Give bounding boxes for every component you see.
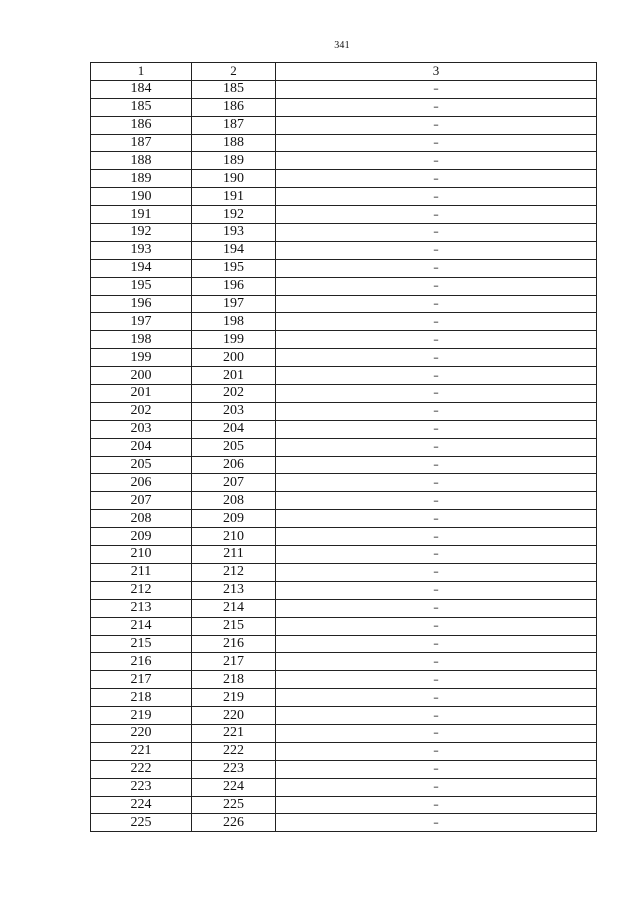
cell-col-1: 217 [91, 671, 192, 689]
table-row [91, 170, 597, 188]
cell-col-3: – [276, 116, 597, 134]
cell-col-1: 209 [91, 528, 192, 546]
cell-col-2: 198 [192, 313, 276, 331]
cell-col-2: 214 [192, 599, 276, 617]
table-row [91, 778, 597, 796]
cell-col-2: 185 [192, 80, 276, 98]
cell-col-3: – [276, 277, 597, 295]
table-row [91, 456, 597, 474]
table-body [91, 80, 597, 831]
cell-col-2: 211 [192, 546, 276, 564]
cell-col-1: 201 [91, 385, 192, 403]
table-row [91, 277, 597, 295]
cell-col-3: – [276, 510, 597, 528]
cell-col-2: 225 [192, 796, 276, 814]
table-row [91, 152, 597, 170]
table-row [91, 80, 597, 98]
cell-col-1: 207 [91, 492, 192, 510]
cell-col-2: 196 [192, 277, 276, 295]
cell-col-1: 205 [91, 456, 192, 474]
table-row [91, 331, 597, 349]
cell-col-3: – [276, 742, 597, 760]
cell-col-3: – [276, 707, 597, 725]
cell-col-2: 220 [192, 707, 276, 725]
cell-col-3: – [276, 331, 597, 349]
table-row [91, 349, 597, 367]
cell-col-3: – [276, 80, 597, 98]
cell-col-3: – [276, 671, 597, 689]
cell-col-1: 224 [91, 796, 192, 814]
cell-col-3: – [276, 796, 597, 814]
cell-col-3: – [276, 599, 597, 617]
cell-col-2: 201 [192, 367, 276, 385]
cell-col-1: 185 [91, 98, 192, 116]
cell-col-2: 215 [192, 617, 276, 635]
cell-col-3: – [276, 653, 597, 671]
cell-col-1: 195 [91, 277, 192, 295]
table-row [91, 438, 597, 456]
table-row [91, 295, 597, 313]
cell-col-3: – [276, 635, 597, 653]
cell-col-1: 203 [91, 420, 192, 438]
table-row [91, 313, 597, 331]
cell-col-1: 221 [91, 742, 192, 760]
cell-col-1: 192 [91, 224, 192, 242]
cell-col-2: 216 [192, 635, 276, 653]
cell-col-3: – [276, 241, 597, 259]
table-header [91, 63, 597, 81]
table-row [91, 206, 597, 224]
cell-col-1: 216 [91, 653, 192, 671]
table-row [91, 259, 597, 277]
table-row [91, 796, 597, 814]
cell-col-1: 200 [91, 367, 192, 385]
cell-col-3: – [276, 295, 597, 313]
cell-col-1: 212 [91, 581, 192, 599]
cell-col-2: 205 [192, 438, 276, 456]
page-number: 341 [334, 40, 350, 51]
table-row [91, 581, 597, 599]
cell-col-3: – [276, 563, 597, 581]
cell-col-1: 208 [91, 510, 192, 528]
cell-col-2: 200 [192, 349, 276, 367]
cell-col-2: 203 [192, 402, 276, 420]
table-row [91, 367, 597, 385]
cell-col-3: – [276, 546, 597, 564]
cell-col-1: 218 [91, 689, 192, 707]
table-row [91, 671, 597, 689]
cell-col-3: – [276, 313, 597, 331]
table-row [91, 241, 597, 259]
cell-col-3: – [276, 134, 597, 152]
table-row [91, 528, 597, 546]
table-row [91, 474, 597, 492]
cell-col-3: – [276, 814, 597, 832]
cell-col-1: 211 [91, 563, 192, 581]
table-row [91, 98, 597, 116]
cell-col-2: 207 [192, 474, 276, 492]
cell-col-3: – [276, 760, 597, 778]
cell-col-1: 186 [91, 116, 192, 134]
cell-col-3: – [276, 206, 597, 224]
table-row [91, 116, 597, 134]
table-row [91, 563, 597, 581]
cell-col-2: 188 [192, 134, 276, 152]
cell-col-1: 194 [91, 259, 192, 277]
cell-col-3: – [276, 98, 597, 116]
cell-col-1: 199 [91, 349, 192, 367]
table-row [91, 599, 597, 617]
cell-col-1: 220 [91, 724, 192, 742]
cell-col-1: 215 [91, 635, 192, 653]
cell-col-2: 222 [192, 742, 276, 760]
cell-col-2: 195 [192, 259, 276, 277]
table-row [91, 492, 597, 510]
cell-col-2: 192 [192, 206, 276, 224]
table-row [91, 617, 597, 635]
table-row [91, 742, 597, 760]
cell-col-2: 208 [192, 492, 276, 510]
cell-col-3: – [276, 188, 597, 206]
cell-col-1: 196 [91, 295, 192, 313]
cell-col-3: – [276, 724, 597, 742]
table-row [91, 546, 597, 564]
cell-col-2: 224 [192, 778, 276, 796]
cell-col-3: – [276, 438, 597, 456]
table-row [91, 420, 597, 438]
cell-col-3: – [276, 224, 597, 242]
column-header-3: 3 [276, 63, 597, 81]
column-header-1: 1 [91, 63, 192, 81]
table-row [91, 224, 597, 242]
cell-col-3: – [276, 367, 597, 385]
cell-col-1: 191 [91, 206, 192, 224]
cell-col-3: – [276, 349, 597, 367]
column-header-2: 2 [192, 63, 276, 81]
data-table [90, 62, 597, 832]
table-row [91, 385, 597, 403]
cell-col-3: – [276, 492, 597, 510]
cell-col-2: 191 [192, 188, 276, 206]
cell-col-2: 187 [192, 116, 276, 134]
cell-col-1: 214 [91, 617, 192, 635]
table-row [91, 689, 597, 707]
table-row [91, 402, 597, 420]
cell-col-1: 225 [91, 814, 192, 832]
table-row [91, 188, 597, 206]
cell-col-2: 219 [192, 689, 276, 707]
cell-col-2: 186 [192, 98, 276, 116]
cell-col-1: 213 [91, 599, 192, 617]
cell-col-2: 206 [192, 456, 276, 474]
cell-col-2: 194 [192, 241, 276, 259]
cell-col-2: 204 [192, 420, 276, 438]
cell-col-2: 218 [192, 671, 276, 689]
cell-col-2: 209 [192, 510, 276, 528]
table-row [91, 134, 597, 152]
cell-col-2: 197 [192, 295, 276, 313]
table-row [91, 724, 597, 742]
cell-col-3: – [276, 778, 597, 796]
table-row [91, 814, 597, 832]
cell-col-2: 212 [192, 563, 276, 581]
table-row [91, 707, 597, 725]
cell-col-2: 226 [192, 814, 276, 832]
cell-col-3: – [276, 689, 597, 707]
cell-col-2: 213 [192, 581, 276, 599]
cell-col-1: 198 [91, 331, 192, 349]
cell-col-1: 193 [91, 241, 192, 259]
cell-col-1: 190 [91, 188, 192, 206]
cell-col-3: – [276, 385, 597, 403]
cell-col-1: 202 [91, 402, 192, 420]
cell-col-2: 199 [192, 331, 276, 349]
cell-col-3: – [276, 528, 597, 546]
table-row [91, 653, 597, 671]
cell-col-2: 221 [192, 724, 276, 742]
cell-col-1: 222 [91, 760, 192, 778]
header-row [91, 63, 597, 81]
cell-col-1: 204 [91, 438, 192, 456]
cell-col-3: – [276, 259, 597, 277]
cell-col-1: 189 [91, 170, 192, 188]
table-row [91, 510, 597, 528]
cell-col-1: 223 [91, 778, 192, 796]
cell-col-3: – [276, 456, 597, 474]
cell-col-2: 223 [192, 760, 276, 778]
cell-col-2: 193 [192, 224, 276, 242]
cell-col-3: – [276, 152, 597, 170]
cell-col-3: – [276, 581, 597, 599]
cell-col-1: 206 [91, 474, 192, 492]
cell-col-2: 190 [192, 170, 276, 188]
cell-col-1: 184 [91, 80, 192, 98]
cell-col-1: 188 [91, 152, 192, 170]
cell-col-1: 187 [91, 134, 192, 152]
cell-col-1: 197 [91, 313, 192, 331]
cell-col-2: 217 [192, 653, 276, 671]
cell-col-2: 210 [192, 528, 276, 546]
cell-col-2: 202 [192, 385, 276, 403]
cell-col-1: 210 [91, 546, 192, 564]
cell-col-2: 189 [192, 152, 276, 170]
table-row [91, 760, 597, 778]
table-row [91, 635, 597, 653]
cell-col-3: – [276, 402, 597, 420]
cell-col-3: – [276, 474, 597, 492]
cell-col-3: – [276, 420, 597, 438]
cell-col-1: 219 [91, 707, 192, 725]
cell-col-3: – [276, 170, 597, 188]
cell-col-3: – [276, 617, 597, 635]
